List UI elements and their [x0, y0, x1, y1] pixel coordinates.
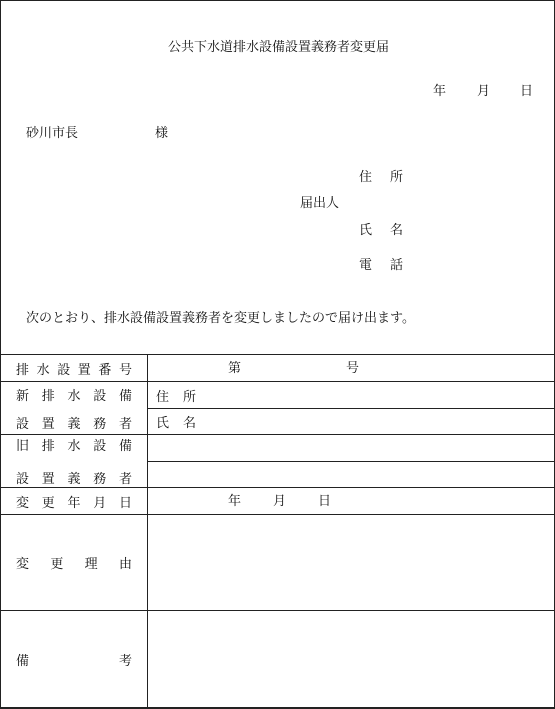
change-reason-field[interactable] [148, 515, 555, 611]
drain-number-suffix: 号 [346, 361, 360, 376]
date-day: 日 [520, 84, 534, 99]
label-change-reason: 変 更 理 由 [1, 515, 148, 611]
label-drain-number: 排 水 設 置 番 号 [1, 355, 148, 382]
label-new-obligor: 新 排 水 設 備 設 置 義 務 者 [1, 382, 148, 435]
applicant-address-label: 住 所 [359, 170, 403, 185]
old-obligor-fields [148, 435, 555, 488]
row-old-obligor [1, 435, 555, 488]
drain-number-prefix: 第 [228, 361, 242, 376]
row-remarks [1, 611, 555, 709]
label-change-date: 変 更 年 月 日 [1, 488, 148, 515]
change-date-field[interactable] [148, 488, 555, 515]
remarks-field[interactable] [148, 611, 555, 709]
label-remarks: 備 考 [1, 611, 148, 709]
row-change-date [1, 488, 555, 515]
statement-text: 次のとおり、排水設備設置義務者を変更しましたので届け出ます。 [26, 311, 415, 326]
new-obligor-address-field[interactable]: 住 所 [156, 389, 197, 405]
row-drain-number [1, 355, 555, 382]
old-obligor-address-field[interactable] [148, 435, 554, 461]
row-new-obligor [1, 382, 555, 435]
date-header [433, 85, 446, 98]
change-date-month: 月 [273, 494, 287, 509]
applicant-name-label: 氏 名 [359, 223, 403, 238]
new-obligor-name-field[interactable]: 氏 名 [148, 408, 554, 434]
applicant-phone-label: 電 話 [359, 258, 403, 273]
form-table [0, 354, 555, 709]
form-title: 公共下水道排水設備設置義務者変更届 [167, 40, 389, 55]
change-date-year: 年 [228, 494, 242, 509]
applicant-label: 届出人 [300, 196, 340, 211]
addressee-honorific: 様 [155, 126, 169, 141]
label-old-obligor: 旧 排 水 設 備 設 置 義 務 者 [1, 435, 148, 488]
row-change-reason [1, 515, 555, 611]
drain-number-field[interactable] [148, 355, 555, 382]
addressee-name: 砂川市長 [26, 126, 79, 141]
date-year: 年 [433, 84, 447, 99]
new-obligor-fields [148, 382, 555, 435]
change-date-day: 日 [318, 494, 332, 509]
date-month: 月 [477, 84, 491, 99]
old-obligor-name-field[interactable] [148, 461, 554, 487]
